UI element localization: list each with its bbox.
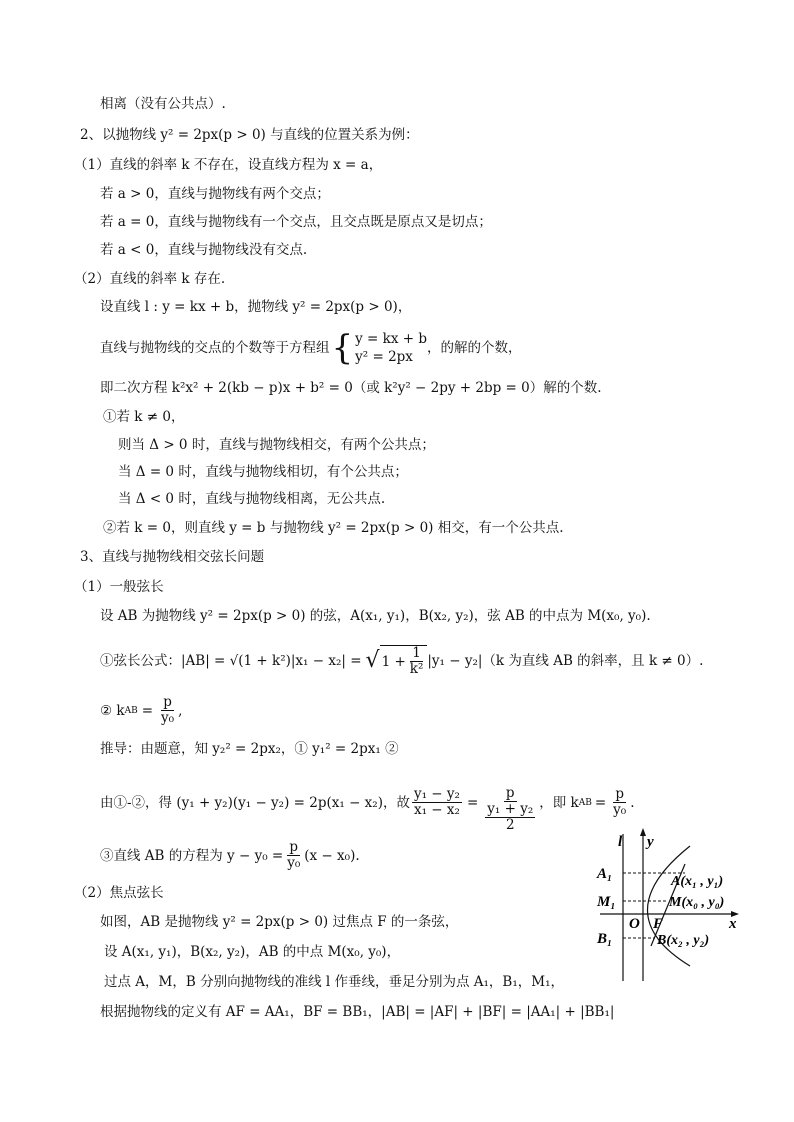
text-line-10: 即二次方程 k²x² + 2(kb − p)x + b² = 0（或 k²y² − 2py + 2bp = 0）解的个数. xyxy=(100,380,602,396)
case-delta-zero: 当 Δ = 0 时，直线与抛物线相切，有个公共点； xyxy=(118,464,408,480)
text-line-1: 相离（没有公共点）. xyxy=(100,96,226,112)
subsection-2-heading: （2）直线的斜率 k 存在. xyxy=(74,271,226,287)
label-a1: A₁ xyxy=(597,866,613,882)
system-prefix: 直线与抛物线的交点的个数等于方程组 xyxy=(100,340,330,356)
text-line-27: 过点 A，M，B 分别向抛物线的准线 l 作垂线，垂足分别为点 A₁，B₁，M₁， xyxy=(104,974,564,990)
text-line-5: 若 a = 0，直线与抛物线有一个交点，且交点既是原点又是切点； xyxy=(100,214,492,230)
system-eq-2: y² = 2px xyxy=(355,349,413,365)
deriv-frac2-den2: 2 xyxy=(505,817,515,833)
subsection-general-chord: （1）一般弦长 xyxy=(74,579,164,595)
case-delta-negative: 当 Δ < 0 时，直线与抛物线相离，无公共点. xyxy=(118,491,386,507)
system-suffix: ，的解的个数， xyxy=(427,340,522,356)
deriv-frac2-den: y₁ + y₂ xyxy=(487,801,534,817)
label-m: M(x₀ , y₀) xyxy=(669,895,725,910)
equation-system-line xyxy=(100,330,522,366)
deriv-frac3-den: y₀ xyxy=(613,802,627,818)
chord-formula-prefix: ①弦长公式：|AB| = √(1 + k²)|x₁ − x₂| = xyxy=(100,653,362,669)
slope-formula xyxy=(100,695,182,726)
text-line-28: 根据抛物线的定义有 AF = AA₁，BF = BB₁，|AB| = |AF| + |BF| = |AA₁| + |BB₁| xyxy=(100,1004,615,1020)
deriv-mid: ，即 k xyxy=(539,794,579,811)
chord-formula-suffix: |y₁ − y₂|（k 为直线 AB 的斜率，且 k ≠ 0）. xyxy=(427,653,704,669)
text-line-6: 若 a < 0，直线与抛物线没有交点. xyxy=(100,242,308,258)
section-2-heading: 2、以抛物线 y² = 2px(p > 0) 与直线的位置关系为例： xyxy=(80,127,419,143)
label-l: l xyxy=(618,834,623,850)
deriv-suffix: . xyxy=(630,794,635,811)
text-line-8: 设直线 l : y = kx + b，抛物线 y² = 2px(p > 0)， xyxy=(100,299,412,315)
deriv-frac1-den: x₁ − x₂ xyxy=(413,802,460,818)
label-f: F xyxy=(653,916,664,932)
y-axis-arrow xyxy=(640,828,646,836)
line-eq-prefix: ③直线 AB 的方程为 y − y₀ = xyxy=(100,847,284,864)
deriv-frac2-num: p xyxy=(505,785,515,801)
line-eq-num: p xyxy=(289,839,299,855)
derivation-line: 推导：由题意，知 y₂² = 2px₂，① y₁² = 2px₁ ② xyxy=(100,741,399,757)
case-delta-positive: 则当 Δ > 0 时，直线与抛物线相交，有两个公共点； xyxy=(118,437,435,453)
label-y: y xyxy=(647,834,654,850)
label-b: B(x₂ , y₂) xyxy=(657,933,710,948)
parabola-figure xyxy=(595,826,745,986)
text-line-25: 如图，AB 是抛物线 y² = 2px(p > 0) 过焦点 F 的一条弦， xyxy=(100,914,459,930)
root-frac-num: 1 xyxy=(412,645,421,661)
slope-equals: = xyxy=(141,702,154,719)
line-equation xyxy=(100,840,360,871)
slope-num: p xyxy=(163,694,172,710)
slope-prefix: ② k xyxy=(100,702,125,719)
line-eq-den: y₀ xyxy=(287,855,301,871)
brace-symbol: { xyxy=(331,328,354,368)
text-line-4: 若 a > 0，直线与抛物线有两个交点； xyxy=(100,186,330,202)
label-o: O xyxy=(629,916,640,932)
deriv-subscript: AB xyxy=(578,797,592,808)
system-eq-1: y = kx + b xyxy=(355,331,427,347)
chord-length-formula xyxy=(100,645,703,677)
case-k-zero: ②若 k = 0，则直线 y = b 与抛物线 y² = 2px(p > 0) 相交，有一个公共点. xyxy=(103,520,564,536)
slope-subscript: AB xyxy=(124,705,138,716)
deriv-frac1-num: y₁ − y₂ xyxy=(413,786,460,802)
text-line-26: 设 A(x₁, y₁)，B(x₂, y₂)，AB 的中点 M(x₀, y₀)， xyxy=(104,944,401,960)
deriv-frac3-num: p xyxy=(615,786,625,802)
deriv-prefix: 由①-②，得 (y₁ + y₂)(y₁ − y₂) = 2p(x₁ − x₂)，故 xyxy=(100,794,410,811)
root-term: 1 + xyxy=(381,653,406,670)
section-3-heading: 3、直线与抛物线相交弦长问题 xyxy=(80,549,265,565)
label-x: x xyxy=(729,916,737,932)
deriv-equals: = xyxy=(466,794,479,811)
label-a: A(x₁ , y₁) xyxy=(671,874,724,889)
slope-den: y₀ xyxy=(161,710,175,726)
label-b1: B₁ xyxy=(597,931,613,947)
subsection-1-heading: （1）直线的斜率 k 不存在，设直线方程为 x = a， xyxy=(74,157,383,173)
label-m1: M₁ xyxy=(597,894,616,910)
case-k-nonzero: ①若 k ≠ 0， xyxy=(103,409,185,425)
line-eq-suffix: (x − x₀). xyxy=(304,847,360,864)
root-frac-den: k² xyxy=(409,661,424,677)
subsection-focal-chord: （2）焦点弦长 xyxy=(74,885,164,901)
sqrt-symbol: √ xyxy=(365,648,380,673)
text-line-18: 设 AB 为抛物线 y² = 2px(p > 0) 的弦，A(x₁, y₁)，B(x₂, y₂)，弦 AB 的中点为 M(x₀, y₀). xyxy=(100,608,651,624)
slope-suffix: , xyxy=(178,702,183,719)
derivation-fractions: 由①-②，得 (y₁ + y₂)(y₁ − y₂) = 2p(x₁ − x₂)，故 $\frac{\text{y₁ − y₂}}{\text{x₁ − x₂}}$ = p y₁ + y₂ 2 ，即 k AB = $\frac{p}{\text{y₀}}$ . xyxy=(100,785,635,833)
